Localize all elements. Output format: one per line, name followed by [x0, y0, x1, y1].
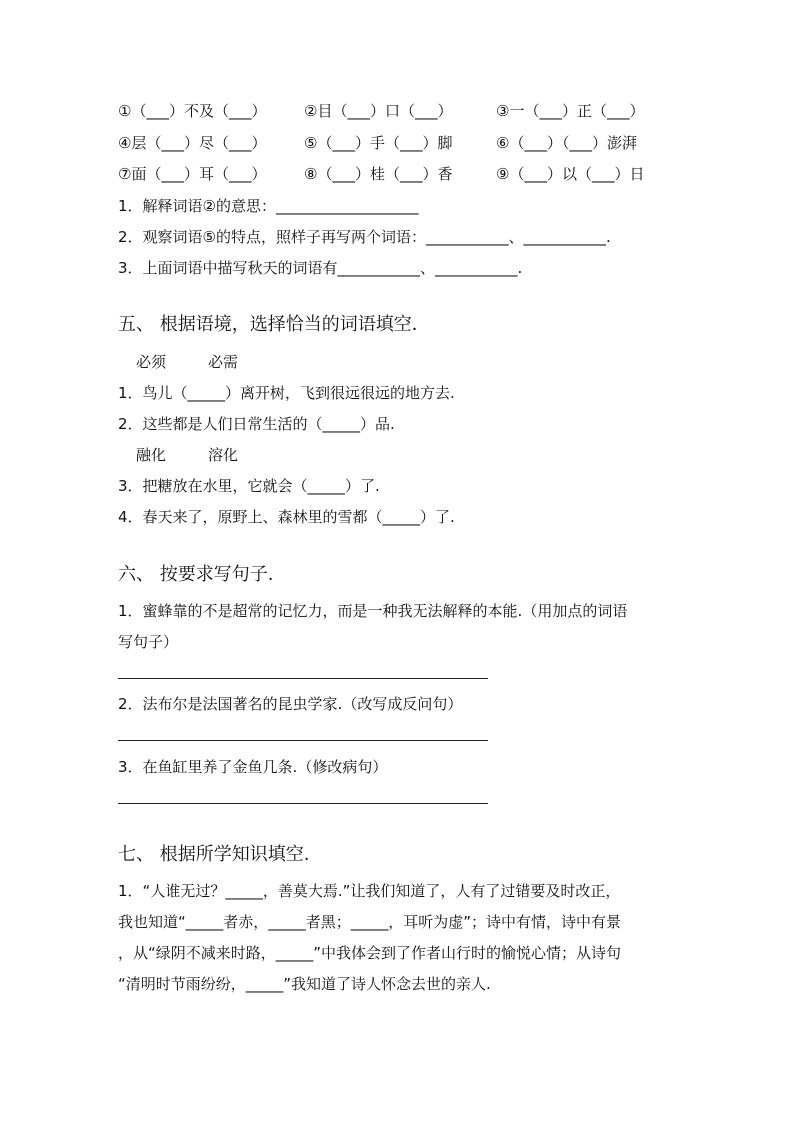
idiom-5: ⑤（___）手（___）脚 [304, 134, 453, 152]
rewrite-question-1-cont: 写句子） [118, 633, 179, 651]
idiom-3: ③一（___）正（___） [496, 102, 645, 120]
idiom-7: ⑦面（___）耳（___） [118, 165, 267, 183]
answer-line-3[interactable] [118, 803, 488, 804]
section-6-title: 六、 按要求写句子. [118, 564, 274, 585]
section-5-title: 五、 根据语境，选择恰当的词语填空． [118, 314, 430, 335]
idiom-question-3: 3．上面词语中描写秋天的词语有___________、___________. [118, 259, 523, 277]
rewrite-question-3: 3．在鱼缸里养了金鱼几条.（修改病句） [118, 758, 388, 776]
word-choice-2: 必需 [208, 353, 239, 371]
answer-line-2[interactable] [118, 740, 488, 741]
idiom-4: ④层（___）尽（___） [118, 134, 267, 152]
knowledge-line-2: 我也知道“_____者赤，_____者黑；_____，耳听为虚”；诗中有情，诗中有景 [118, 913, 622, 931]
word-choice-1: 必须 [136, 353, 167, 371]
knowledge-line-1: 1．“人谁无过？_____，善莫大焉.”让我们知道了，人有了过错要及时改正， [118, 882, 621, 900]
idiom-9: ⑨（___）以（___）日 [496, 165, 645, 183]
rewrite-question-2: 2．法布尔是法国著名的昆虫学家.（改写成反问句） [118, 695, 463, 713]
idiom-question-1: 1．解释词语②的意思：___________________ [118, 197, 419, 215]
rewrite-question-1: 1．蜜蜂靠的不是超常的记忆力，而是一种我无法解释的本能.（用加点的词语 [118, 602, 628, 620]
knowledge-line-3: ，从“绿阴不减来时路，_____”中我体会到了作者山行时的愉悦心情；从诗句 [118, 944, 622, 962]
word-choice-3: 融化 [136, 446, 167, 464]
idiom-question-2: 2．观察词语⑤的特点，照样子再写两个词语：___________、___________. [118, 228, 611, 246]
idiom-8: ⑧（___）桂（___）香 [304, 165, 453, 183]
word-choice-4: 溶化 [208, 446, 239, 464]
knowledge-line-4: “清明时节雨纷纷，_____”我知道了诗人怀念去世的亲人. [118, 975, 491, 993]
fill-sentence-3: 3．把糖放在水里，它就会（_____）了. [118, 477, 380, 495]
idiom-2: ②目（___）口（___） [304, 102, 453, 120]
answer-line-1[interactable] [118, 678, 488, 679]
fill-sentence-2: 2．这些都是人们日常生活的（_____）品. [118, 415, 395, 433]
fill-sentence-4: 4．春天来了，原野上、森林里的雪都（_____）了. [118, 508, 455, 526]
section-7-title: 七、 根据所学知识填空. [118, 844, 310, 865]
idiom-1: ①（___）不及（___） [118, 102, 267, 120]
idiom-6: ⑥（___）（___）澎湃 [496, 134, 637, 152]
fill-sentence-1: 1．鸟儿（_____）离开树，飞到很远很远的地方去. [118, 384, 455, 402]
